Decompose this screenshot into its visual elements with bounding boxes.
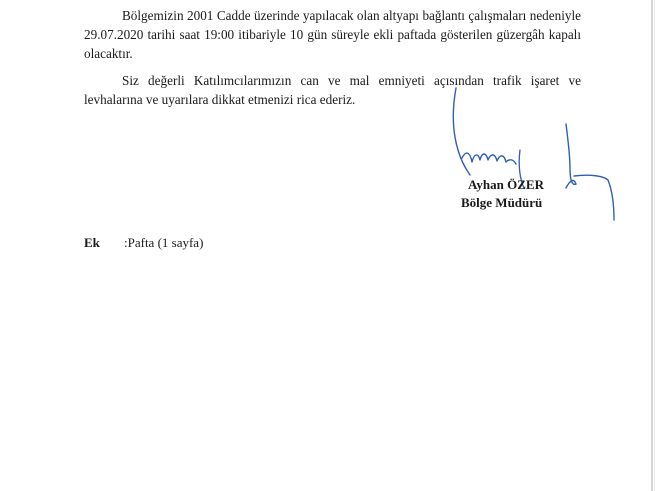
enclosure-value: :Pafta (1 sayfa) — [124, 235, 204, 250]
paragraph-1-text: Bölgemizin 2001 Cadde üzerinde yapılacak olan altyapı bağlantı çalışmaları nedeniyle 29.07.2020 tarihi saat 19:00 itibariyle 10 gün süreyle ekli paftada gösterilen güzergâh kapalı olacaktır. — [84, 8, 581, 61]
page-edge-shadow-light — [654, 0, 655, 491]
body-paragraph-2 — [84, 71, 581, 109]
paragraph-2-text: Siz değerli Katılımcılarımızın can ve mal emniyeti açısından trafik işaret ve levhalarına ve uyarılara dikkat etmenizi rica ederiz. — [84, 73, 581, 107]
page-edge-shadow — [651, 0, 653, 491]
signatory-name: Ayhan ÖZER — [468, 177, 544, 192]
enclosure-line — [84, 235, 203, 251]
body-paragraph-1 — [84, 6, 581, 63]
enclosure-label: Ek — [84, 235, 100, 250]
signatory-title: Bölge Müdürü — [461, 195, 543, 210]
